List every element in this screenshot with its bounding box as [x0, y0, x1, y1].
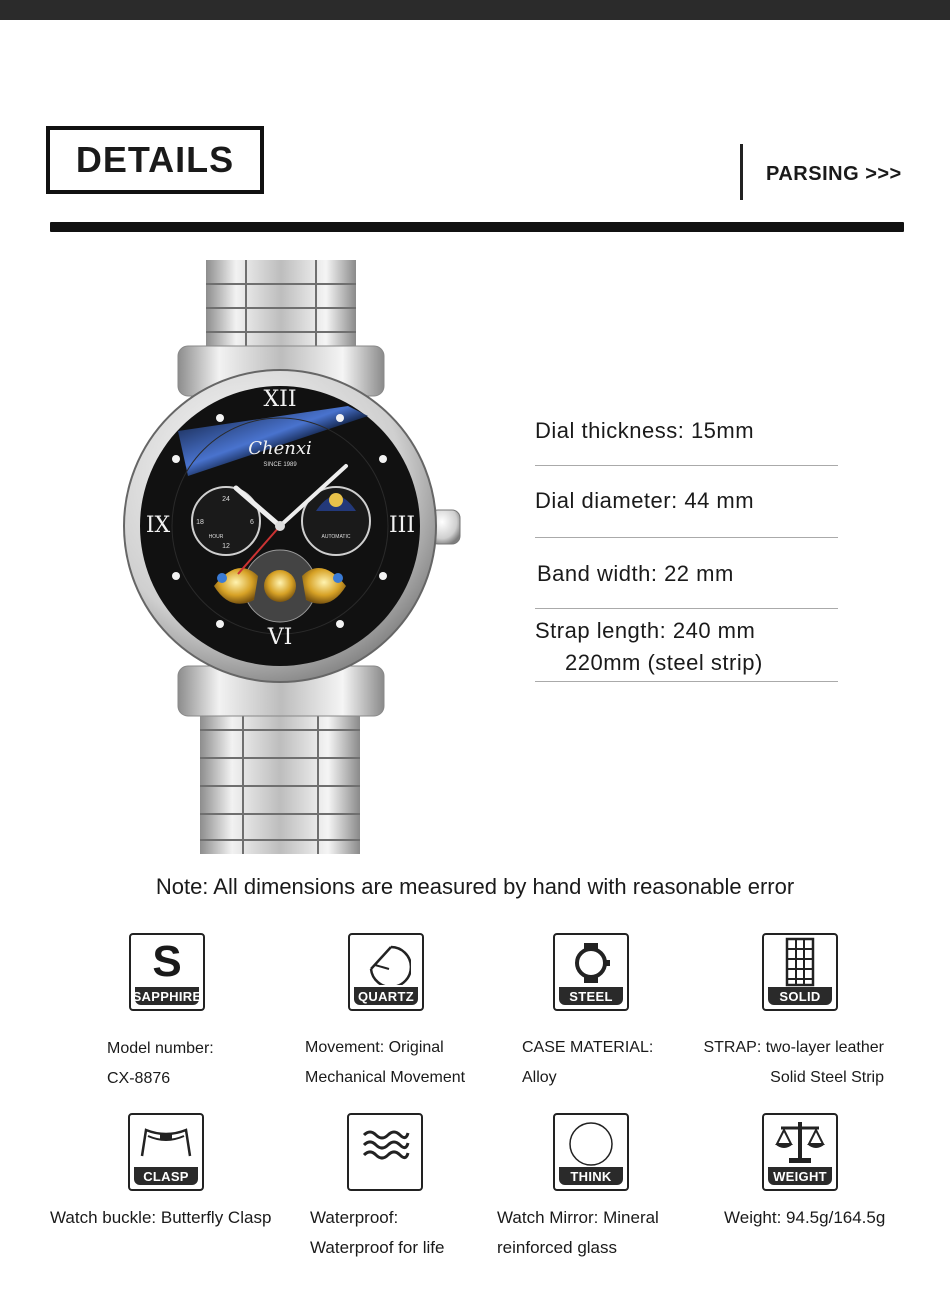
steel-tag: STEEL: [559, 987, 623, 1005]
watch-image: [118, 256, 468, 856]
header-rule: [50, 222, 904, 232]
think-icon: [553, 1113, 629, 1191]
strap-label: [690, 1033, 884, 1093]
sapphire-tag: SAPPHIRE: [132, 988, 202, 1004]
sapphire-icon: [129, 933, 205, 1011]
solid-tag: SOLID: [768, 987, 832, 1005]
waterproof-line1: Waterproof:: [310, 1208, 399, 1227]
model-number-label: [107, 1034, 214, 1094]
watch-mirror-line1: Watch Mirror: Mineral: [497, 1208, 659, 1227]
waterproof-icon: [347, 1113, 423, 1191]
waterproof-label: [310, 1203, 444, 1263]
watch-buckle-label: [50, 1203, 271, 1233]
quartz-tag: QUARTZ: [354, 987, 418, 1005]
watch-since: SINCE 1989: [263, 462, 297, 468]
think-tag: THINK: [559, 1167, 623, 1185]
spec-divider: [535, 608, 838, 609]
weight-icon: [762, 1113, 838, 1191]
numeral-ix: IX: [145, 513, 171, 538]
spec-divider: [535, 465, 838, 466]
top-bar: [0, 0, 950, 20]
watch-buckle-line1: Watch buckle: Butterfly Clasp: [50, 1208, 272, 1227]
strap-line1: STRAP: two-layer leather: [703, 1039, 884, 1056]
header-divider: [740, 144, 743, 200]
page-title: DETAILS: [75, 139, 235, 180]
movement-label: [305, 1033, 465, 1093]
parsing-link[interactable]: PARSING >>>: [766, 163, 902, 185]
movement-line2: Mechanical Movement: [305, 1069, 466, 1086]
sapphire-letter: S: [152, 937, 182, 986]
weight-line1: Weight: 94.5g/164.5g: [724, 1208, 886, 1227]
movement-line1: Movement: Original: [305, 1039, 444, 1056]
spec-strap-length-line2: 220mm (steel strip): [565, 650, 763, 675]
spec-divider: [535, 537, 838, 538]
numeral-iii: III: [388, 513, 416, 538]
quartz-icon: [348, 933, 424, 1011]
model-number-line1: Model number:: [107, 1040, 214, 1057]
case-material-value: Alloy: [522, 1069, 557, 1086]
watch-brand: Chenxi: [248, 438, 312, 459]
spec-dial-thickness: Dial thickness: 15mm: [535, 418, 755, 443]
spec-divider: [535, 681, 838, 682]
clasp-icon: [128, 1113, 204, 1191]
subdial-num-18: 18: [196, 519, 204, 526]
weight-label: [724, 1203, 885, 1233]
subdial-num-6: 6: [250, 519, 254, 526]
spec-strap-length: [535, 618, 838, 676]
spec-dial-diameter: Dial diameter: 44 mm: [535, 488, 755, 513]
numeral-vi: VI: [267, 625, 293, 650]
clasp-tag: CLASP: [134, 1167, 198, 1185]
spec-band-width: Band width: 22 mm: [537, 561, 734, 586]
subdial-num-12: 12: [222, 543, 230, 550]
waterproof-line2: Waterproof for life: [310, 1238, 445, 1257]
steel-icon: [553, 933, 629, 1011]
spec-strap-length-line1: Strap length: 240 mm: [535, 618, 756, 643]
case-material-line1: CASE MATERIAL:: [522, 1039, 654, 1056]
subdial-hour-label: HOUR: [208, 534, 224, 540]
watch-mirror-line2: reinforced glass: [497, 1238, 618, 1257]
measurement-note: Note: All dimensions are measured by hand with reasonable error: [155, 874, 795, 899]
watch-mirror-label: [497, 1203, 659, 1263]
subdial-automatic-label: AUTOMATIC: [321, 534, 351, 540]
weight-tag: WEIGHT: [768, 1167, 832, 1185]
details-title-box: [46, 126, 264, 194]
strap-line2: Solid Steel Strip: [770, 1069, 884, 1086]
numeral-xii: XII: [263, 387, 297, 412]
solid-icon: [762, 933, 838, 1011]
case-material-label: [522, 1033, 653, 1093]
subdial-num-24: 24: [222, 496, 230, 503]
model-number-value: CX-8876: [107, 1070, 171, 1087]
